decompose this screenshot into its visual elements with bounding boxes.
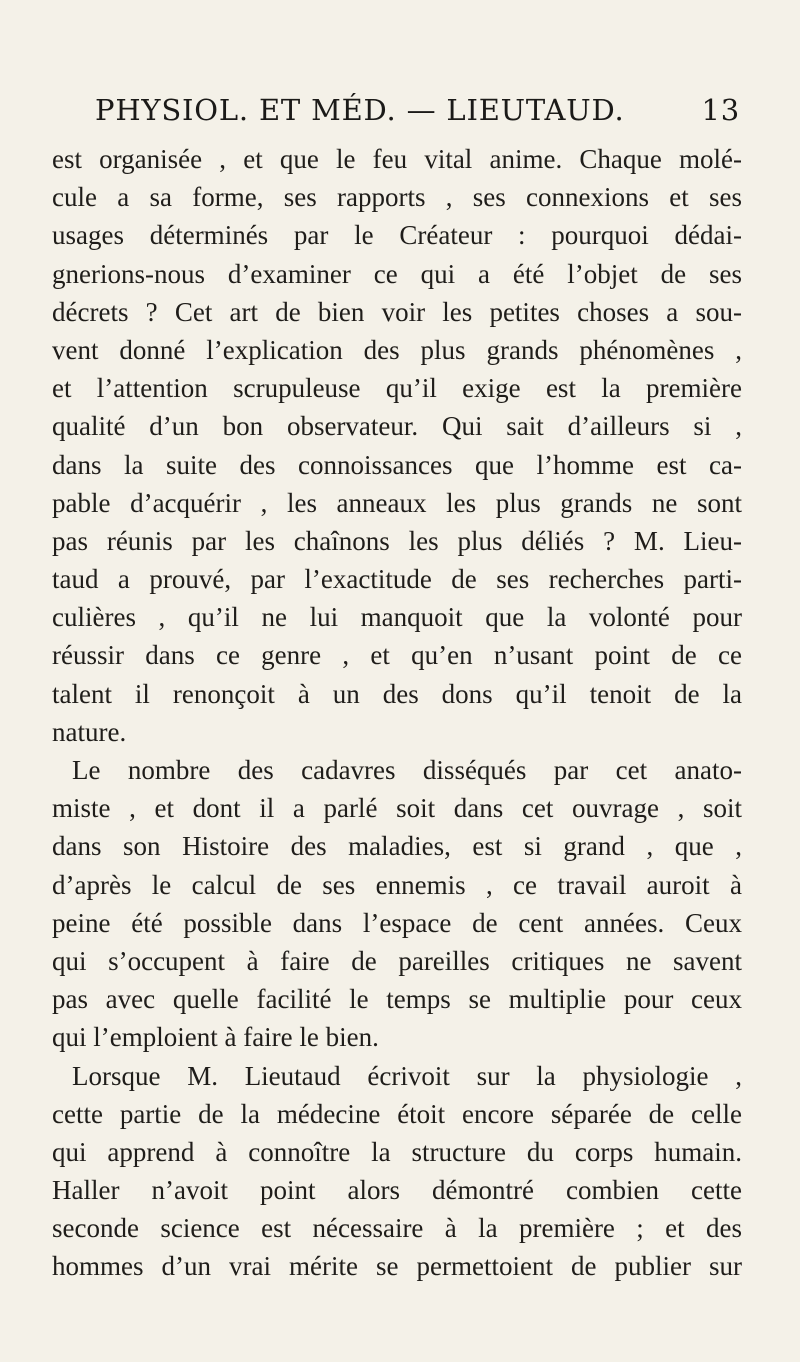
text-line: peine été possible dans l’espace de cent années. Ceux	[52, 907, 742, 938]
text-line: est organisée , et que le feu vital anime. Chaque molé-	[52, 144, 742, 174]
text-line: dans son Histoire des maladies, est si grand , que ,	[52, 831, 742, 862]
text-line: qui apprend à connoître la structure du corps humain.	[52, 1136, 742, 1167]
text-line: taud a prouvé, par l’exactitude de ses recherches parti-	[52, 564, 742, 595]
text-line: talent il renonçoit à un des dons qu’il tenoit de la	[52, 678, 742, 709]
text-line: qui s’occupent à faire de pareilles critiques ne savent	[52, 945, 742, 976]
text-line: pas réunis par les chaînons les plus déliés ? M. Lieu-	[52, 525, 742, 556]
text-line: qui l’emploient à faire le bien.	[52, 1022, 379, 1053]
text-line: d’après le calcul de ses ennemis , ce travail auroit à	[52, 869, 742, 900]
text-line: miste , et dont il a parlé soit dans cet ouvrage , soit	[52, 793, 742, 824]
text-line: culières , qu’il ne lui manquoit que la volonté pour	[52, 602, 742, 633]
text-line: réussir dans ce genre , et qu’en n’usant point de ce	[52, 640, 742, 671]
text-line: gnerions-nous d’examiner ce qui a été l’objet de ses	[52, 258, 742, 289]
text-line: nature.	[52, 716, 127, 747]
text-line: Haller n’avoit point alors démontré combien cette	[52, 1175, 742, 1206]
text-line: pas avec quelle facilité le temps se multiplie pour ceux	[52, 984, 742, 1015]
text-line: pable d’acquérir , les anneaux les plus grands ne sont	[52, 487, 742, 518]
text-line: cette partie de la médecine étoit encore séparée de celle	[52, 1098, 742, 1129]
running-head	[95, 93, 740, 127]
text-line: et l’attention scrupuleuse qu’il exige est la première	[52, 373, 742, 404]
text-line: Le nombre des cadavres disséqués par cet anato-	[72, 755, 742, 785]
text-line: décrets ? Cet art de bien voir les petites choses a sou-	[52, 296, 742, 327]
text-line: seconde science est nécessaire à la première ; et des	[52, 1213, 742, 1244]
text-line: qualité d’un bon observateur. Qui sait d’ailleurs si ,	[52, 411, 742, 442]
text-line: vent donné l’explication des plus grands phénomènes ,	[52, 334, 742, 365]
text-line: dans la suite des connoissances que l’homme est ca-	[52, 449, 742, 480]
text-line: usages déterminés par le Créateur : pourquoi dédai-	[52, 220, 742, 251]
text-line: cule a sa forme, ses rapports , ses connexions et ses	[52, 182, 742, 213]
running-head-title: PHYSIOL. ET MÉD. — LIEUTAUD.	[95, 93, 625, 127]
body-text	[52, 140, 742, 1286]
text-line: hommes d’un vrai mérite se permettoient de publier sur	[52, 1251, 742, 1282]
page-number: 13	[701, 93, 740, 127]
text-line: Lorsque M. Lieutaud écrivoit sur la physiologie ,	[72, 1060, 742, 1091]
